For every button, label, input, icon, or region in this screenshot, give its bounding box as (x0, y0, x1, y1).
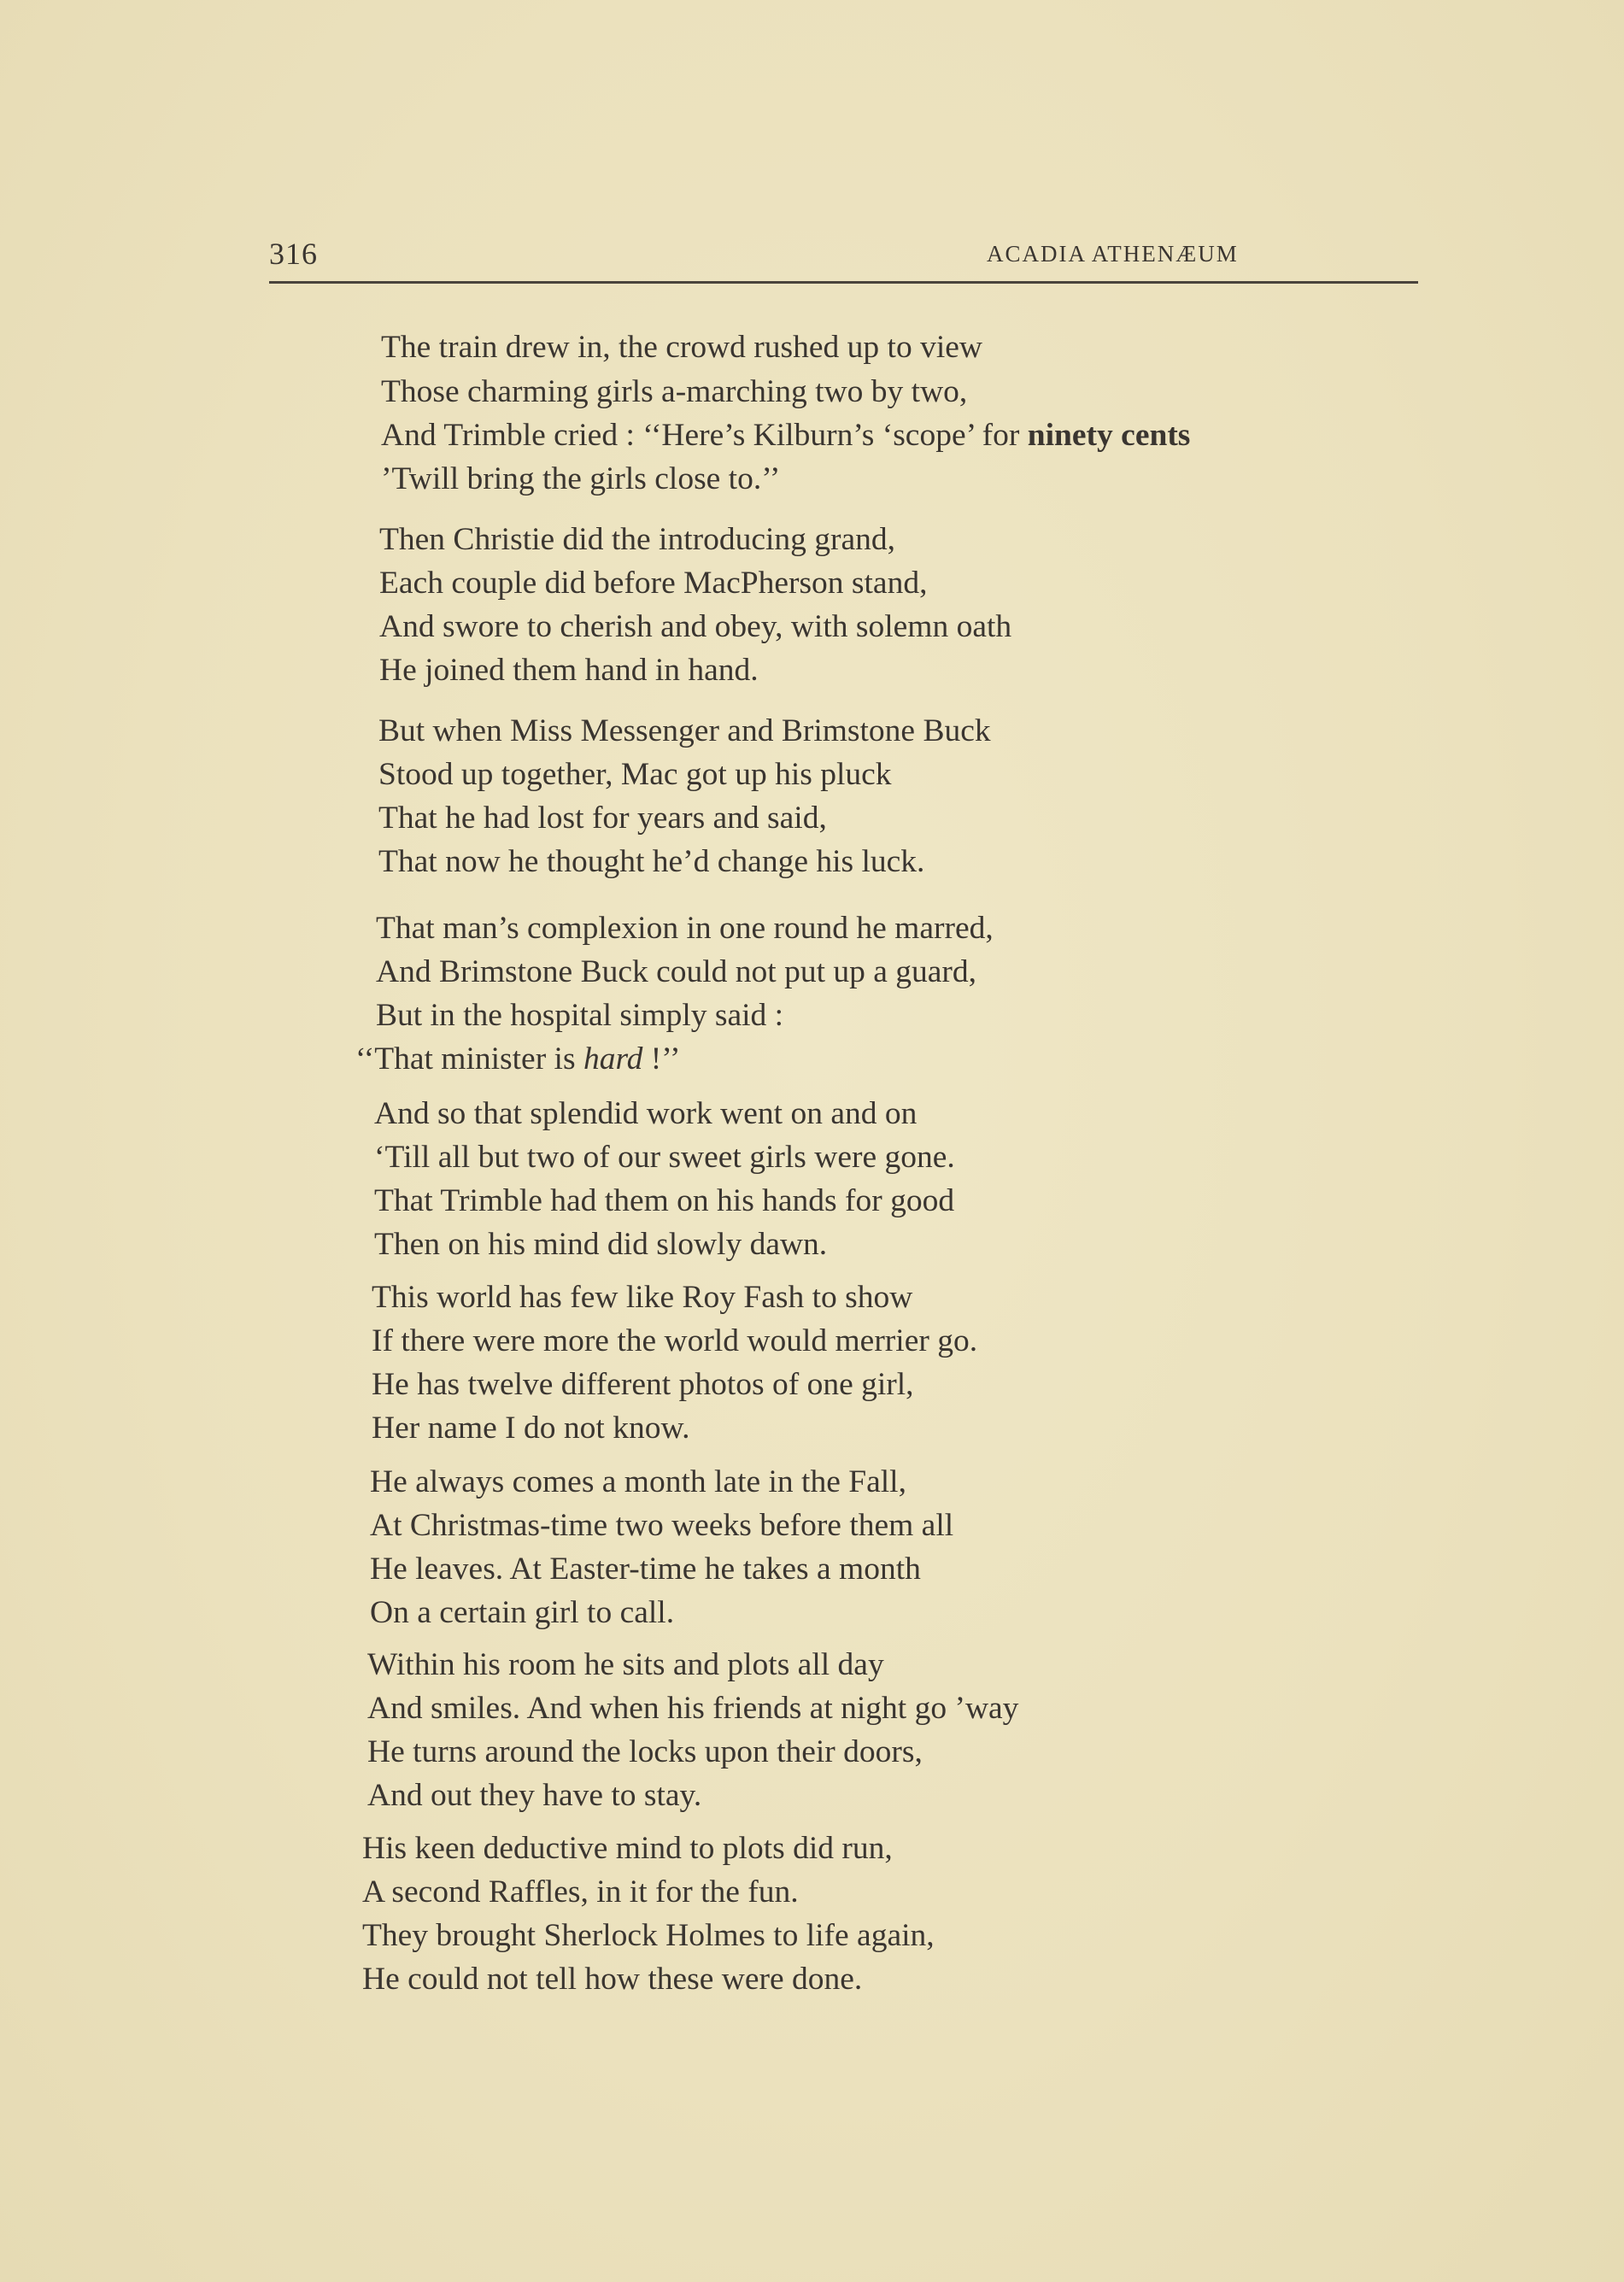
poem-line: ‘Till all but two of our sweet girls were gone. (374, 1140, 955, 1175)
running-title: ACADIA ATHENÆUM (987, 241, 1239, 267)
poem-line: He has twelve different photos of one girl, (372, 1367, 914, 1402)
poem-line: He joined them hand in hand. (379, 653, 759, 688)
poem-line: Her name I do not know. (372, 1411, 690, 1446)
poem-line: And so that splendid work went on and on (374, 1096, 918, 1131)
poem-line: A second Raffles, in it for the fun. (362, 1874, 799, 1909)
poem-line: ’Twill bring the girls close to.’’ (381, 461, 781, 496)
poem-line: He leaves. At Easter-time he takes a month (370, 1552, 921, 1587)
poem-line: ‘‘That minister is hard !’’ (355, 1041, 681, 1076)
poem-line: Each couple did before MacPherson stand, (379, 566, 928, 601)
poem-line: That he had lost for years and said, (378, 801, 827, 836)
poem-line: Stood up together, Mac got up his pluck (378, 757, 892, 792)
poem-line: At Christmas-time two weeks before them all (370, 1508, 954, 1543)
poem-line: But in the hospital simply said : (376, 998, 784, 1033)
poem-line: That Trimble had them on his hands for good (374, 1183, 955, 1218)
poem-line: Within his room he sits and plots all day (367, 1647, 884, 1682)
poem-line: And Brimstone Buck could not put up a guard, (376, 954, 977, 989)
poem-line: If there were more the world would merrier go. (372, 1323, 978, 1358)
poem-line: Then Christie did the introducing grand, (379, 522, 896, 557)
poem-line: On a certain girl to call. (370, 1595, 675, 1630)
poem-line: Those charming girls a-marching two by two, (381, 374, 968, 409)
poem-line: But when Miss Messenger and Brimstone Buck (378, 713, 991, 748)
bold-emphasis: ninety cents (1027, 418, 1191, 453)
poem-line: And swore to cherish and obey, with solemn oath (379, 609, 1012, 644)
italic-emphasis: hard (583, 1041, 643, 1076)
poem-line: And out they have to stay. (367, 1778, 702, 1813)
poem-line: His keen deductive mind to plots did run, (362, 1831, 893, 1866)
poem-line: That man’s complexion in one round he marred, (376, 911, 994, 946)
poem-line: Then on his mind did slowly dawn. (374, 1227, 828, 1262)
poem-line: This world has few like Roy Fash to show (372, 1280, 913, 1315)
poem-line: He turns around the locks upon their doors, (367, 1734, 923, 1769)
poem-line: He always comes a month late in the Fall, (370, 1464, 906, 1499)
poem-line: They brought Sherlock Holmes to life again, (362, 1918, 935, 1953)
poem-line: And smiles. And when his friends at night go ’way (367, 1691, 1019, 1726)
poem-line: The train drew in, the crowd rushed up to view (381, 330, 982, 365)
poem-line: And Trimble cried : ‘‘Here’s Kilburn’s ‘scope’ for ninety cents (381, 418, 1191, 453)
page-number: 316 (269, 237, 318, 271)
poem-line: He could not tell how these were done. (362, 1962, 863, 1997)
poem-line: That now he thought he’d change his luck. (378, 844, 925, 879)
